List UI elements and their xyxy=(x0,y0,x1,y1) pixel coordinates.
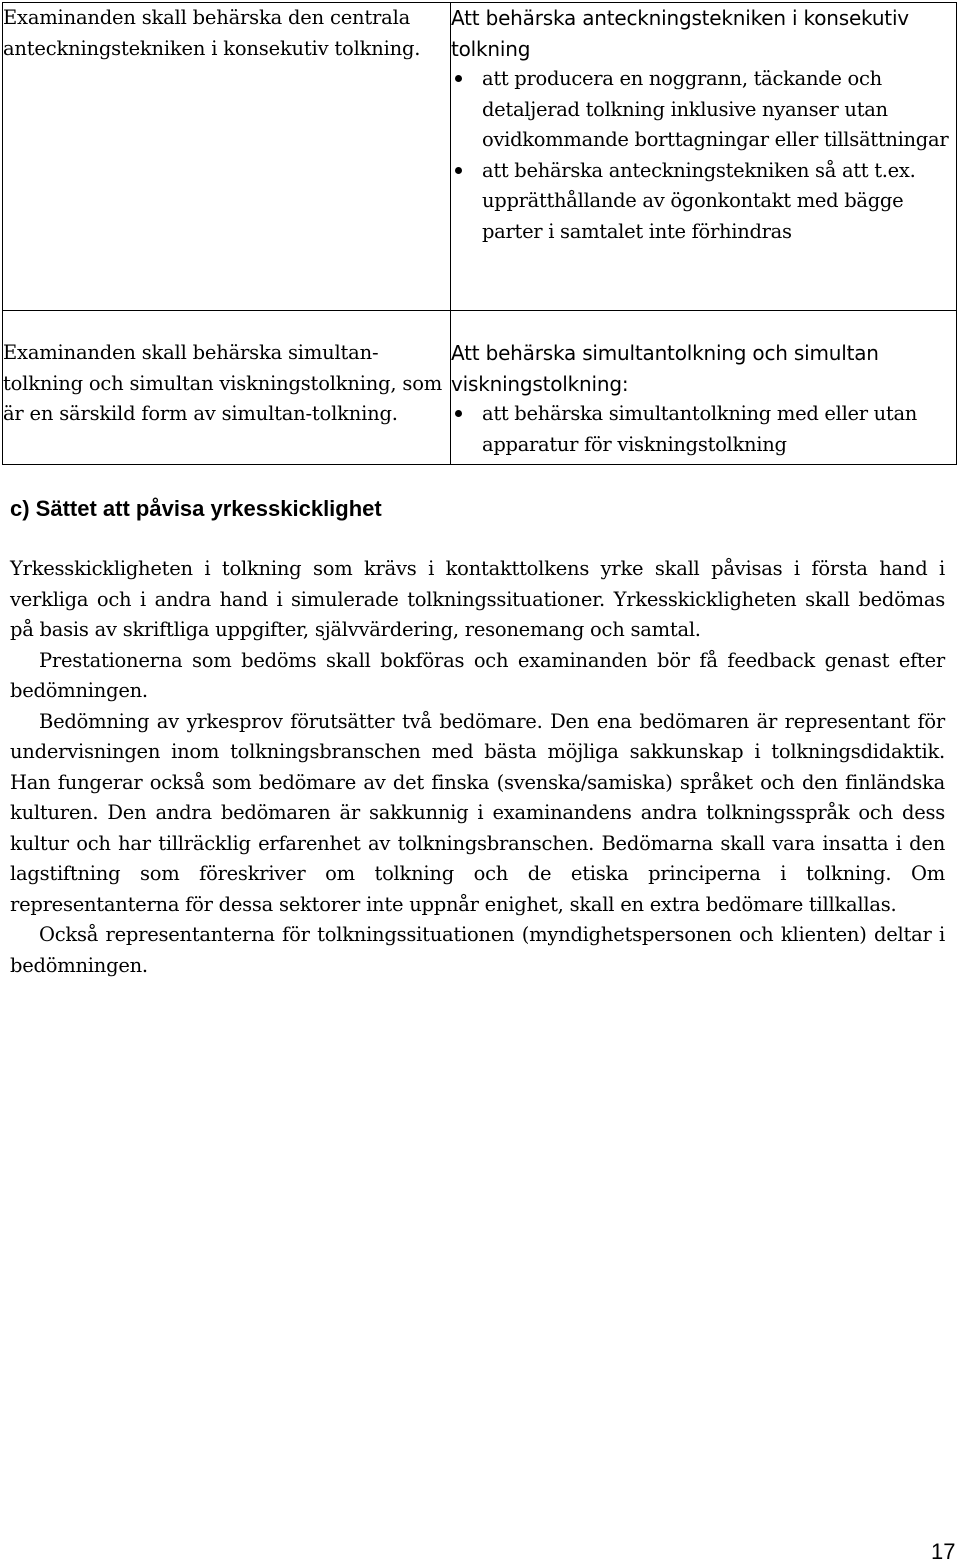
criterion-heading: Att behärska simultantolkning och simultan viskningstolkning: xyxy=(451,341,879,396)
criterion-heading: Att behärska anteckningstekniken i konsekutiv tolkning xyxy=(451,6,909,61)
list-item-text: att behärska anteckningstekniken så att t.ex. upprätthållande av ögonkontakt med bägge parter i samtalet inte förhindras xyxy=(482,158,916,243)
criterion-cell xyxy=(451,3,957,311)
requirement-cell xyxy=(3,3,451,311)
table-row xyxy=(3,3,957,311)
paragraph: Yrkesskickligheten i tolkning som krävs i kontakttolkens yrke skall påvisas i första hand i verkliga och i andra hand i simulerade tolkningssituationer. Yrkesskickligheten skall bedömas på basis av skriftliga uppgifter, självvärdering, resonemang och samtal. xyxy=(10,557,945,641)
bullet-icon xyxy=(455,410,462,417)
requirement-text: Examinanden skall behärska simultan-tolkning och simultan viskningstolkning, som är en särskild form av simultan-tolkning. xyxy=(3,341,443,425)
requirement-text: Examinanden skall behärska den centrala anteckningstekniken i konsekutiv tolkning. xyxy=(3,6,421,60)
body-text xyxy=(10,554,945,981)
table-row xyxy=(3,311,957,465)
criterion-bullet-list xyxy=(451,399,956,460)
list-item-text: att behärska simultantolkning med eller utan apparatur för viskningstolkning xyxy=(482,402,918,456)
requirement-cell xyxy=(3,311,451,465)
list-item-text: att producera en noggrann, täckande och detaljerad tolkning inklusive nyanser utan ovidkommande borttagningar eller tillsättningar xyxy=(482,67,949,151)
paragraph: Också representanterna för tolkningssituationen (myndighetspersonen och klienten) deltar i bedömningen. xyxy=(10,923,945,977)
page-number: 17 xyxy=(931,1539,956,1564)
bullet-icon xyxy=(455,167,462,174)
paragraph: Prestationerna som bedöms skall bokföras och examinanden bör få feedback genast efter bedömningen. xyxy=(10,648,945,702)
criterion-bullet-list xyxy=(451,64,956,247)
paragraph: Bedömning av yrkesprov förutsätter två bedömare. Den ena bedömaren är representant för undervisningen inom tolkningsbranschen med bästa möjliga sakkunskap i tolkningsdidaktik. Han fungerar också som bedömare av det finska (svenska/samiska) språket och den finländska kulturen. Den andra bedömaren är sakkunnig i examinandens andra tolkningsspråk och dess kultur och har tillräcklig erfarenhet av tolkningsbranschen. Bedömarna skall vara insatta i den lagstiftning som föreskriver om tolkning och de etiska principerna i tolkning. Om representanterna för dessa sektorer inte uppnår enighet, skall en extra bedömare tillkallas. xyxy=(10,709,945,916)
criteria-table xyxy=(2,2,957,465)
section-heading: c) Sättet att påvisa yrkesskicklighet xyxy=(10,496,382,521)
list-item xyxy=(451,399,956,460)
list-item xyxy=(451,64,956,156)
list-item xyxy=(451,156,956,248)
bullet-icon xyxy=(455,75,462,82)
criterion-cell xyxy=(451,311,957,465)
